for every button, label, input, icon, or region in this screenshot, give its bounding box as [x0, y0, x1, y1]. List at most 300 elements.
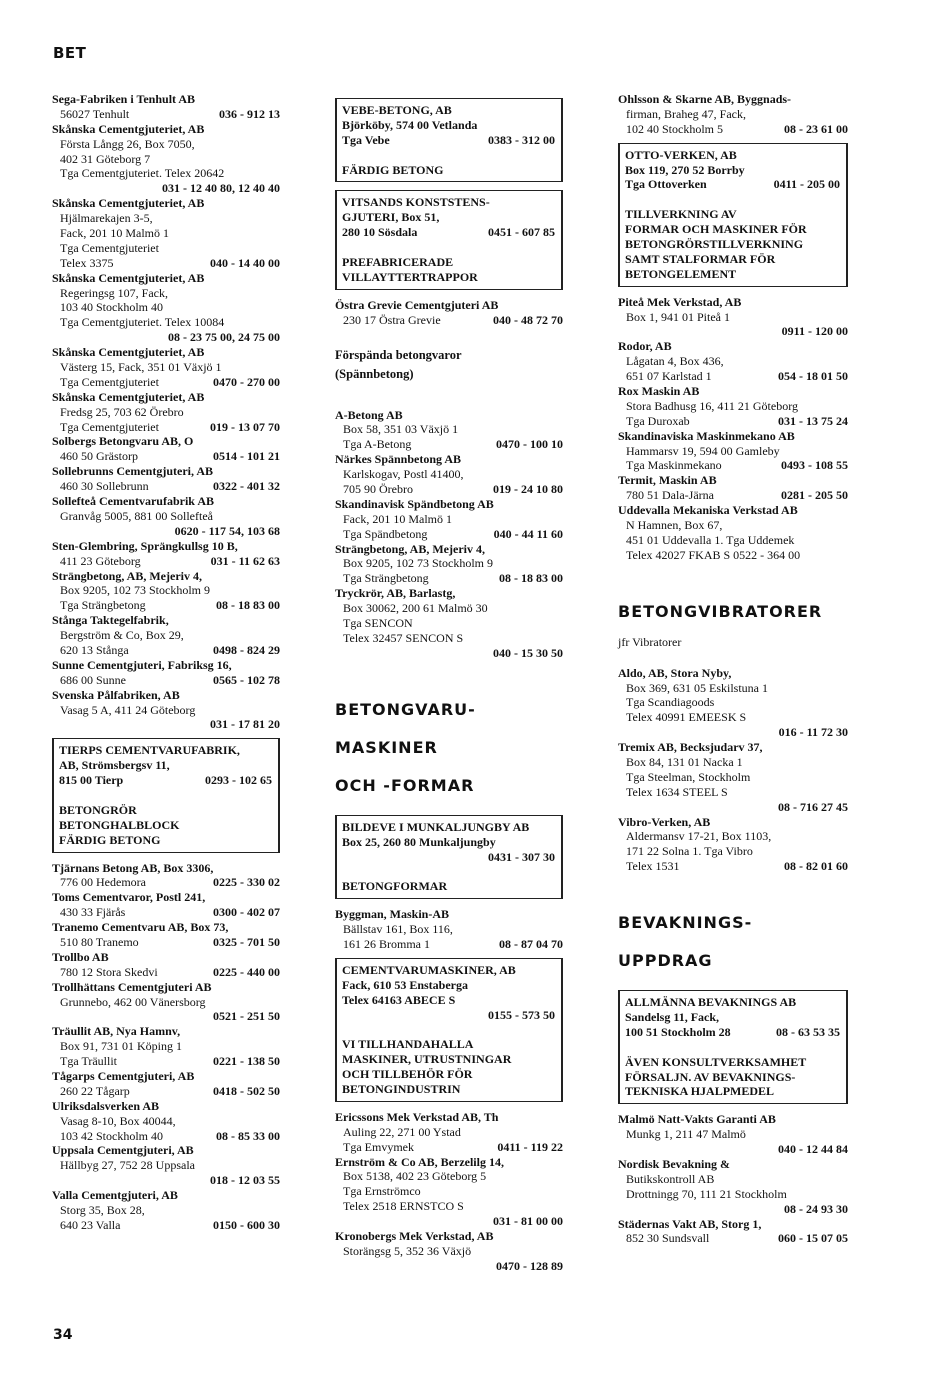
- listing-line: [52, 717, 280, 732]
- column-1: [52, 92, 280, 1233]
- listing-line: [618, 384, 848, 399]
- listing-text: CEMENTVARUMASKINER, AB: [342, 962, 516, 977]
- listing-text: Städernas Vakt AB, Storg 1,: [618, 1216, 762, 1231]
- listing-line: [52, 509, 280, 524]
- listing-text: Tga SENCON: [343, 616, 413, 631]
- spacer: [342, 148, 555, 163]
- listing-line: [52, 643, 280, 658]
- listing-line: [52, 390, 280, 405]
- listing-text: Piteå Mek Verkstad, AB: [618, 294, 742, 309]
- listing-entry: [618, 429, 848, 474]
- listing-text: 103 42 Stockholm 40: [60, 1128, 164, 1143]
- listing-line: [59, 803, 272, 818]
- listing-text: Skånska Cementgjuteriet, AB: [52, 270, 205, 285]
- listing-line: [335, 298, 563, 313]
- phone-number: 031 - 13 75 24: [778, 413, 848, 428]
- phone-number: 0155 - 573 50: [488, 1007, 555, 1022]
- listing-text: 430 33 Fjärås: [60, 905, 126, 920]
- listing-text: Grunnebo, 462 00 Vänersborg: [60, 994, 206, 1009]
- listing-text: VI TILLHANDAHALLA: [342, 1037, 474, 1052]
- phone-number: 0281 - 205 50: [781, 488, 848, 503]
- listing-text: Tga Ottoverken: [625, 177, 707, 192]
- listing-entry: [52, 464, 280, 494]
- listing-text: Ohlsson & Skarne AB, Byggnads-: [618, 92, 792, 106]
- listing-text: Box 30062, 200 61 Malmö 30: [343, 601, 488, 616]
- listing-line: [625, 207, 840, 222]
- phone-number: 08 - 18 83 00: [216, 598, 280, 613]
- listing-line: [335, 527, 563, 542]
- section-heading: OCH -FORMAR: [335, 775, 475, 795]
- boxed-advertisement: [618, 990, 848, 1104]
- listing-line: [342, 1082, 555, 1097]
- listing-text: 56027 Tenhult: [60, 106, 130, 121]
- listing-entry: [618, 1112, 848, 1157]
- listing-line: [52, 345, 280, 360]
- spacer: [342, 864, 555, 879]
- listing-text: 402 31 Göteborg 7: [60, 151, 151, 166]
- listing-line: [618, 725, 848, 740]
- listing-line: [52, 1039, 280, 1054]
- phone-number: 0470 - 270 00: [213, 374, 280, 389]
- listing-text: Sollebrunns Cementgjuteri, AB: [52, 464, 214, 479]
- listing-line: [618, 859, 848, 874]
- listing-entry: [52, 890, 280, 920]
- listing-text: OCH TILLBEHÖR FÖR: [342, 1067, 473, 1082]
- listing-line: [52, 1054, 280, 1069]
- section-heading: UPPDRAG: [618, 951, 713, 971]
- listing-line: [342, 225, 555, 240]
- listing-text: TILLVERKNING AV: [625, 207, 737, 222]
- listing-text: BETONGINDUSTRIN: [342, 1081, 461, 1096]
- listing-line: [52, 166, 280, 181]
- phone-number: 08 - 87 04 70: [499, 936, 563, 951]
- spacer: [618, 874, 848, 900]
- listing-entry: [52, 92, 280, 122]
- listing-line: [342, 270, 555, 285]
- phone-number: 0451 - 607 85: [488, 225, 555, 240]
- listing-text: Ulriksdalsverken AB: [52, 1098, 160, 1113]
- listing-line: [618, 815, 848, 830]
- phone-number: 08 - 716 27 45: [778, 799, 848, 814]
- listing-text: 260 22 Tågarp: [60, 1083, 130, 1098]
- listing-text: 411 23 Göteborg: [60, 553, 141, 568]
- phone-number: 019 - 13 07 70: [210, 419, 280, 434]
- listing-line: [335, 1214, 563, 1229]
- listing-line: [52, 211, 280, 226]
- phone-number: 0470 - 100 10: [496, 437, 563, 452]
- listing-line: [52, 256, 280, 271]
- listing-text: ÄVEN KONSULTVERKSAMHET: [625, 1054, 807, 1069]
- listing-line: [618, 533, 848, 548]
- section-heading: BETONGVARU-: [335, 699, 476, 719]
- listing-text: Tga Cementgjuteriet: [60, 240, 159, 255]
- listing-line: [618, 844, 848, 859]
- listing-line: [52, 300, 280, 315]
- phone-number: 0225 - 330 02: [213, 875, 280, 890]
- listing-entry: [335, 586, 563, 660]
- listing-line: [52, 1114, 280, 1129]
- listing-text: BETONGRÖR: [59, 802, 137, 817]
- listing-entry: [52, 861, 280, 891]
- listing-text: Skånska Cementgjuteriet, AB: [52, 196, 205, 211]
- listing-line: [52, 434, 280, 449]
- listing-text: Box 9205, 102 73 Stockholm 9: [343, 556, 494, 571]
- listing-text: MASKINER, UTRUSTNINGAR: [342, 1052, 512, 1067]
- listing-line: [52, 995, 280, 1010]
- phone-number: 0293 - 102 65: [205, 773, 272, 788]
- listing-text: Vasag 5 A, 411 24 Göteborg: [60, 702, 196, 717]
- listing-line: [52, 1188, 280, 1203]
- listing-entry: [618, 295, 848, 340]
- phone-number: 0431 - 307 30: [488, 849, 555, 864]
- listing-text: Uddevalla Mekaniska Verkstad AB: [618, 503, 798, 518]
- listing-line: [335, 422, 563, 437]
- listing-line: [52, 196, 280, 211]
- listing-line: [52, 861, 280, 876]
- listing-text: Tga Strängbetong: [343, 571, 429, 586]
- listing-line: [52, 935, 280, 950]
- listing-line: [618, 695, 848, 710]
- listing-text: 620 13 Stånga: [60, 642, 129, 657]
- listing-entry: [618, 339, 848, 384]
- listing-line: [52, 950, 280, 965]
- listing-entry: [618, 473, 848, 503]
- listing-line: [625, 1055, 840, 1070]
- listing-line: [335, 313, 563, 328]
- listing-line: [625, 148, 840, 163]
- page-number: 34: [53, 1327, 73, 1343]
- spacer: [335, 801, 563, 809]
- listing-line: [625, 1084, 840, 1099]
- phone-number: 08 - 23 61 00: [784, 121, 848, 136]
- listing-line: [618, 488, 848, 503]
- column-2: [335, 92, 563, 1274]
- listing-entry: [52, 434, 280, 464]
- listing-line: [625, 252, 840, 267]
- listing-line: [52, 554, 280, 569]
- listing-entry: [335, 497, 563, 542]
- listing-line: [52, 965, 280, 980]
- listing-line: [618, 354, 848, 369]
- listing-text: Munkg 1, 211 47 Malmö: [626, 1127, 746, 1142]
- listing-text: 776 00 Hedemora: [60, 875, 146, 890]
- listing-line: [52, 1069, 280, 1084]
- listing-entry: [52, 1143, 280, 1188]
- phone-number: 019 - 24 10 80: [493, 482, 563, 497]
- listing-text: Tga Strängbetong: [60, 598, 146, 613]
- listing-text: Tga Duroxab: [626, 413, 690, 428]
- phone-number: 040 - 44 11 60: [493, 526, 563, 541]
- listing-text: Tga A-Betong: [343, 437, 412, 452]
- listing-entry: [52, 1188, 280, 1233]
- listing-line: [52, 241, 280, 256]
- phone-number: 08 - 63 53 35: [776, 1024, 840, 1039]
- section-heading: BEVAKNINGS-: [618, 913, 753, 933]
- phone-number: 0411 - 205 00: [773, 177, 840, 192]
- phone-number: 08 - 24 93 30: [784, 1201, 848, 1216]
- listing-line: [618, 770, 848, 785]
- listing-entry: [335, 452, 563, 497]
- phone-number: 0514 - 101 21: [213, 449, 280, 464]
- listing-text: firman, Braheg 47, Fack,: [626, 106, 746, 121]
- listing-text: OTTO-VERKEN, AB: [625, 147, 737, 162]
- listing-text: Telex 1531: [626, 859, 680, 874]
- spacer: [618, 976, 848, 984]
- listing-text: Tga Vebe: [342, 132, 390, 147]
- listing-text: Fack, 201 10 Malmö 1: [60, 226, 169, 241]
- listing-text: Storg 35, Box 28,: [60, 1203, 145, 1218]
- listing-text: Drottningg 70, 111 21 Stockholm: [626, 1186, 787, 1201]
- listing-entry: [52, 1099, 280, 1144]
- phone-number: 031 - 17 81 20: [210, 717, 280, 732]
- column-3: [618, 92, 848, 1246]
- listing-line: [52, 583, 280, 598]
- listing-text: A-Betong AB: [335, 407, 403, 422]
- listing-text: Valla Cementgjuteri, AB: [52, 1188, 178, 1203]
- listing-entry: [52, 494, 280, 539]
- listing-line: [52, 405, 280, 420]
- listing-text: 460 50 Grästorp: [60, 449, 138, 464]
- listing-text: Skånska Cementgjuteriet, AB: [52, 345, 205, 360]
- listing-text: Telex 42027 FKAB S 0522 - 364 00: [626, 547, 801, 562]
- listing-line: [335, 571, 563, 586]
- listing-line: [342, 1052, 555, 1067]
- listing-text: VEBE-BETONG, AB: [342, 103, 452, 117]
- listing-text: AB, Strömsbergsv 11,: [59, 758, 170, 773]
- listing-text: Uppsala Cementgjuteri, AB: [52, 1143, 194, 1158]
- cross-reference: jfr Vibratorer: [618, 634, 682, 649]
- listing-entry: [335, 907, 563, 952]
- listing-line: [52, 1129, 280, 1144]
- listing-line: [335, 1244, 563, 1259]
- listing-text: Sollefteå Cementvarufabrik AB: [52, 494, 214, 509]
- listing-text: Telex 64163 ABECE S: [342, 992, 456, 1007]
- listing-text: 102 40 Stockholm 5: [626, 121, 724, 136]
- listing-line: [618, 122, 848, 137]
- listing-text: Rodor, AB: [618, 339, 672, 354]
- listing-text: Hjälmarekajen 3-5,: [60, 211, 153, 226]
- listing-line: [625, 1025, 840, 1040]
- listing-text: Tga Cementgjuteriet: [60, 419, 159, 434]
- listing-line: [59, 833, 272, 848]
- phone-number: 08 - 82 01 60: [784, 859, 848, 874]
- listing-text: Östra Grevie Cementgjuteri AB: [335, 297, 499, 312]
- phone-number: 0470 - 128 89: [496, 1258, 563, 1273]
- listing-text: Box 5138, 402 23 Göteborg 5: [343, 1169, 487, 1184]
- listing-line: [52, 1158, 280, 1173]
- listing-entry: [618, 1217, 848, 1247]
- listing-line: [618, 666, 848, 681]
- spacer: [625, 192, 840, 207]
- listing-entry: [335, 1229, 563, 1274]
- phone-number: 0911 - 120 00: [781, 324, 848, 339]
- listing-text: BILDEVE I MUNKALJUNGBY AB: [342, 819, 530, 834]
- listing-text: Vasag 8-10, Box 40044,: [60, 1113, 176, 1128]
- listing-entry: [52, 345, 280, 390]
- listing-text: 651 07 Karlstad 1: [626, 369, 712, 384]
- listing-line: [52, 360, 280, 375]
- listing-text: Fredsg 25, 703 62 Örebro: [60, 404, 184, 419]
- phone-number: 0498 - 824 29: [213, 642, 280, 657]
- listing-line: [335, 482, 563, 497]
- listing-text: Trollbo AB: [52, 949, 109, 964]
- listing-entry: [52, 122, 280, 196]
- listing-line: [335, 497, 563, 512]
- listing-text: Butikskontroll AB: [626, 1171, 715, 1186]
- listing-line: [52, 890, 280, 905]
- listing-entry: [618, 1157, 848, 1217]
- listing-line: [618, 1172, 848, 1187]
- listing-line: [618, 1157, 848, 1172]
- spacer: [618, 650, 848, 666]
- listing-line: [618, 518, 848, 533]
- listing-line: [52, 920, 280, 935]
- listing-line: [52, 494, 280, 509]
- listing-text: Skandinavisk Spändbetong AB: [335, 496, 494, 511]
- listing-line: [342, 118, 555, 133]
- listing-text: 280 10 Sösdala: [342, 225, 418, 240]
- listing-text: TEKNISKA HJALPMEDEL: [625, 1084, 775, 1099]
- listing-text: Aldo, AB, Stora Nyby,: [618, 665, 732, 680]
- listing-text: Träullit AB, Nya Hamnv,: [52, 1024, 181, 1039]
- boxed-advertisement: [52, 738, 280, 852]
- listing-line: [52, 673, 280, 688]
- listing-text: Svenska Pålfabriken, AB: [52, 687, 180, 702]
- listing-line: [625, 1010, 840, 1025]
- spacer: [335, 382, 563, 408]
- listing-entry: [618, 666, 848, 740]
- listing-line: [618, 324, 848, 339]
- listing-line: [335, 452, 563, 467]
- listing-line: [618, 369, 848, 384]
- listing-line: [335, 1140, 563, 1155]
- spacer: [335, 328, 563, 344]
- listing-text: BETONGHALBLOCK: [59, 817, 180, 832]
- listing-text: Telex 32457 SENCON S: [343, 630, 464, 645]
- listing-line: [342, 255, 555, 270]
- listing-text: FÄRDIG BETONG: [59, 832, 161, 847]
- listing-line: [618, 458, 848, 473]
- listing-text: Lågatan 4, Box 436,: [626, 354, 724, 369]
- listing-line: [342, 1037, 555, 1052]
- listing-text: Tga Cementgjuteriet. Telex 20642: [60, 166, 225, 181]
- spacer: [625, 1040, 840, 1055]
- listing-line: [335, 1199, 563, 1214]
- listing-line: [59, 743, 272, 758]
- boxed-advertisement: [618, 143, 848, 287]
- listing-text: Sunne Cementgjuteri, Fabriksg 16,: [52, 657, 232, 672]
- listing-line: [618, 399, 848, 414]
- phone-number: 0565 - 102 78: [213, 672, 280, 687]
- listing-entry: [52, 539, 280, 569]
- listing-entry: [335, 1110, 563, 1155]
- phone-number: 0150 - 600 30: [213, 1217, 280, 1232]
- listing-line: [618, 503, 848, 518]
- listing-line: [59, 773, 272, 788]
- listing-text: Tga Träullit: [60, 1054, 118, 1069]
- listing-text: Hällbyg 27, 752 28 Uppsala: [60, 1158, 195, 1173]
- phone-number: 0521 - 251 50: [213, 1009, 280, 1024]
- listing-line: [52, 628, 280, 643]
- listing-line: [618, 339, 848, 354]
- listing-line: [52, 92, 280, 107]
- listing-line: [618, 429, 848, 444]
- listing-text: Solbergs Betongvaru AB, O: [52, 434, 194, 449]
- phone-number: 0418 - 502 50: [213, 1083, 280, 1098]
- listing-text: Sandelsg 11, Fack,: [625, 1009, 720, 1024]
- section-heading: BETONGVIBRATORER: [618, 601, 823, 621]
- phone-number: 08 - 18 83 00: [499, 571, 563, 586]
- listing-line: [342, 210, 555, 225]
- listing-text: Tga Ernströmco: [343, 1184, 421, 1199]
- listing-line: [59, 818, 272, 833]
- listing-text: Rox Maskin AB: [618, 384, 700, 399]
- listing-text: Tågarps Cementgjuteri, AB: [52, 1069, 195, 1083]
- listing-line: [618, 710, 848, 725]
- listing-line: [52, 1084, 280, 1099]
- listing-line: [335, 542, 563, 557]
- listing-text: Stånga Taktegelfabrik,: [52, 613, 169, 628]
- listing-text: Västerg 15, Fack, 351 01 Växjö 1: [60, 360, 222, 375]
- listing-text: Skånska Cementgjuteriet, AB: [52, 389, 205, 404]
- phone-number: 0411 - 119 22: [497, 1139, 563, 1154]
- listing-text: ALLMÄNNA BEVAKNINGS AB: [625, 995, 797, 1010]
- listing-text: Tga Cementgjuteriet. Telex 10084: [60, 315, 225, 330]
- phone-number: 0221 - 138 50: [213, 1054, 280, 1069]
- listing-entry: [618, 740, 848, 814]
- listing-entry: [618, 815, 848, 875]
- listing-line: [52, 226, 280, 241]
- listing-entry: [335, 542, 563, 587]
- spacer: [618, 627, 848, 635]
- page-header: BET: [53, 44, 87, 62]
- listing-line: [618, 444, 848, 459]
- phone-number: 0620 - 117 54, 103 68: [174, 523, 280, 538]
- listing-line: [625, 1070, 840, 1085]
- phone-number: 08 - 23 75 00, 24 75 00: [168, 330, 280, 345]
- listing-text: Granvåg 5005, 881 00 Sollefteå: [60, 508, 213, 523]
- listing-entry: [52, 950, 280, 980]
- listing-text: Termit, Maskin AB: [618, 473, 717, 488]
- phone-number: 016 - 11 72 30: [778, 725, 848, 740]
- listing-text: Tjärnans Betong AB, Box 3306,: [52, 860, 214, 875]
- subsection-heading: Förspända betongvaror: [335, 347, 462, 362]
- listing-text: 780 51 Dala-Järna: [626, 488, 714, 503]
- phone-number: 031 - 11 62 63: [210, 553, 280, 568]
- listing-line: [618, 1142, 848, 1157]
- listing-text: Trollhättans Cementgjuteri AB: [52, 979, 212, 994]
- phone-number: 0300 - 402 07: [213, 905, 280, 920]
- listing-line: [52, 315, 280, 330]
- listing-entry: [335, 408, 563, 453]
- listing-text: Tga Maskinmekano: [626, 458, 722, 473]
- listing-text: Ernström & Co AB, Berzelilg 14,: [335, 1154, 504, 1169]
- listing-line: [335, 601, 563, 616]
- listing-text: BETONGFORMAR: [342, 879, 448, 894]
- phone-number: 018 - 12 03 55: [210, 1173, 280, 1188]
- phone-number: 040 - 14 40 00: [210, 255, 280, 270]
- boxed-advertisement: [335, 958, 563, 1102]
- phone-number: 08 - 85 33 00: [216, 1128, 280, 1143]
- listing-entry: [618, 384, 848, 429]
- listing-line: [342, 993, 555, 1008]
- listing-text: Auling 22, 271 00 Ystad: [343, 1124, 461, 1139]
- listing-text: Malmö Natt-Vakts Garanti AB: [618, 1112, 776, 1127]
- listing-line: [625, 267, 840, 282]
- listing-line: [335, 937, 563, 952]
- phone-number: 040 - 15 30 50: [493, 645, 563, 660]
- listing-entry: [52, 613, 280, 658]
